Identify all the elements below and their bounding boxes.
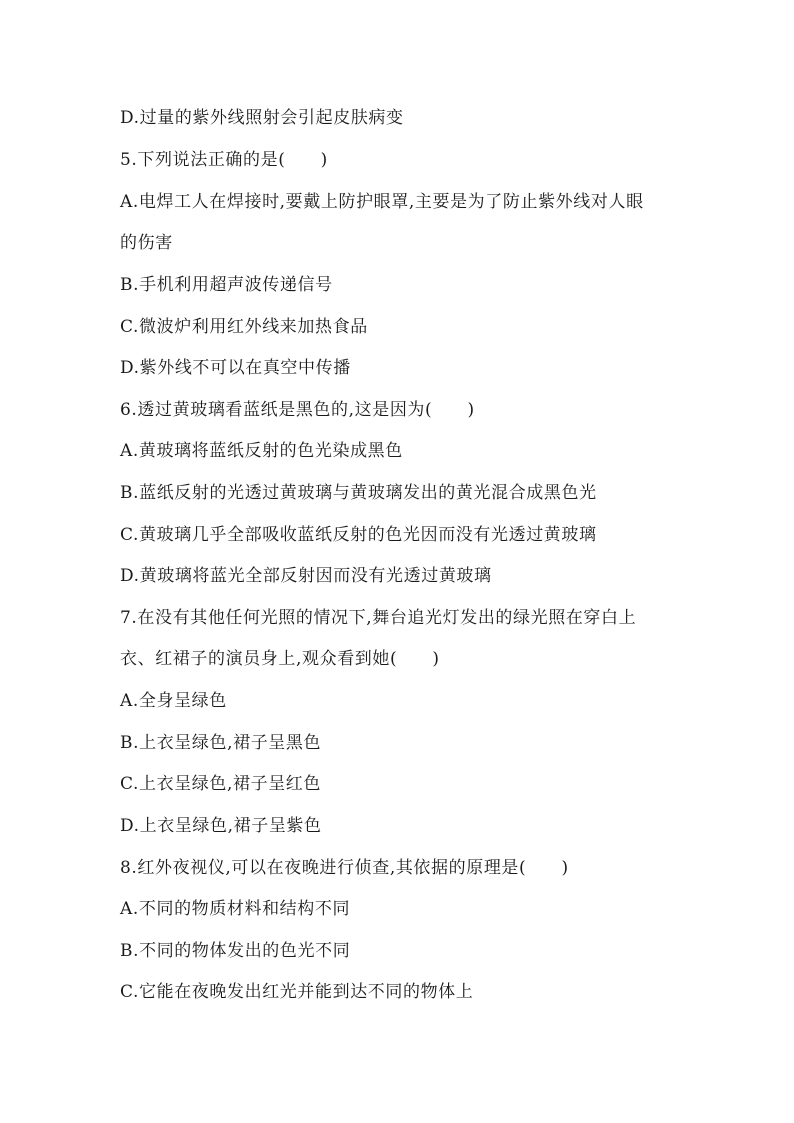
option-5a-cont: 的伤害 xyxy=(120,233,173,253)
option-7c: C.上衣呈绿色,裙子呈红色 xyxy=(120,774,322,794)
question-6: 6.透过黄玻璃看蓝纸是黑色的,这是因为( ) xyxy=(120,400,475,420)
option-6b: B.蓝纸反射的光透过黄玻璃与黄玻璃发出的黄光混合成黑色光 xyxy=(120,483,597,503)
option-5b: B.手机利用超声波传递信号 xyxy=(120,275,333,295)
option-5a: A.电焊工人在焊接时,要戴上防护眼罩,主要是为了防止紫外线对人眼 xyxy=(120,192,644,212)
option-5c: C.微波炉利用红外线来加热食品 xyxy=(120,317,368,337)
question-8: 8.红外夜视仪,可以在夜晚进行侦查,其依据的原理是( ) xyxy=(120,858,569,878)
question-7-cont: 衣、红裙子的演员身上,观众看到她( ) xyxy=(120,649,440,669)
option-7a: A.全身呈绿色 xyxy=(120,691,227,711)
option-6c: C.黄玻璃几乎全部吸收蓝纸反射的色光因而没有光透过黄玻璃 xyxy=(120,525,597,545)
option-8a: A.不同的物质材料和结构不同 xyxy=(120,899,351,919)
question-5: 5.下列说法正确的是( ) xyxy=(120,150,328,170)
option-6d: D.黄玻璃将蓝光全部反射因而没有光透过黄玻璃 xyxy=(120,566,492,586)
option-4d: D.过量的紫外线照射会引起皮肤病变 xyxy=(120,108,404,128)
option-7b: B.上衣呈绿色,裙子呈黑色 xyxy=(120,733,322,753)
option-8b: B.不同的物体发出的色光不同 xyxy=(120,941,351,961)
option-6a: A.黄玻璃将蓝纸反射的色光染成黑色 xyxy=(120,441,403,461)
option-7d: D.上衣呈绿色,裙子呈紫色 xyxy=(120,816,322,836)
option-5d: D.紫外线不可以在真空中传播 xyxy=(120,358,351,378)
question-7: 7.在没有其他任何光照的情况下,舞台追光灯发出的绿光照在穿白上 xyxy=(120,608,637,628)
option-8c: C.它能在夜晚发出红光并能到达不同的物体上 xyxy=(120,982,474,1002)
